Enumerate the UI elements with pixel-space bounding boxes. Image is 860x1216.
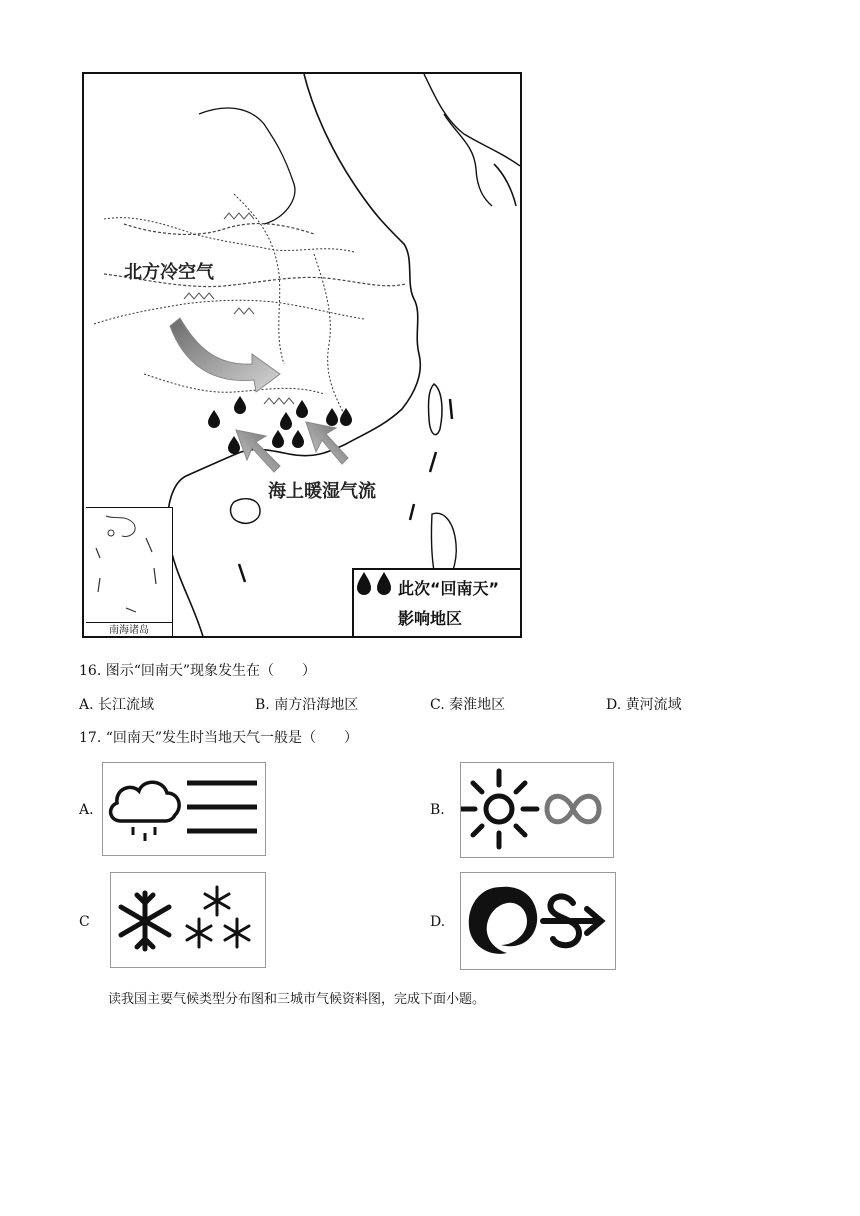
inset-map [86,508,172,623]
dash-line-3 [410,504,414,520]
question-16-option-d[interactable]: D. 黄河流域 [606,697,682,713]
cloud-rain-icon [111,782,180,841]
heavy-snow-icon [121,893,169,949]
warm-air-arrow-right [306,422,348,464]
inner-border-2 [104,218,354,252]
question-17-option-a-image[interactable] [102,762,266,856]
haze-icon [547,796,599,822]
fog-icon [187,783,257,831]
inner-border-1 [199,108,295,224]
raindrop-icon [354,570,394,600]
korea-peninsula [444,114,492,206]
taiwan-island [429,384,442,435]
japan-island [494,164,516,206]
raindrop-icon [292,430,304,448]
question-16-option-b[interactable]: B. 南方沿海地区 [255,697,359,713]
question-16-option-c[interactable]: C. 秦淮地区 [430,697,506,713]
mountain-2 [184,293,214,299]
question-17-option-a-letter[interactable]: A. [79,802,94,818]
legend-text-line2: 影响地区 [398,609,463,628]
question-17-option-c-image[interactable] [110,872,266,968]
question-17-option-b-image[interactable] [460,762,614,858]
raindrop-icon [208,410,220,428]
dash-line-1 [450,399,452,419]
raindrop-icon [272,430,284,448]
hainan-island [231,499,260,524]
question-17-option-d-letter[interactable]: D. [430,914,446,930]
river-2 [124,224,314,235]
question-17-option-d-image[interactable] [460,872,616,970]
map-legend [352,568,520,636]
question-16-stem: 16. 图示“回南天”现象发生在（ ） [79,663,317,679]
dash-line-2 [430,452,436,472]
mountain-4 [264,398,294,404]
question-17-option-b-letter[interactable]: B. [430,802,445,818]
inset-label: 南海诸岛 [86,622,172,638]
raindrop-icon [296,400,308,418]
cold-air-arrow [170,318,280,392]
sea-warm-air-label: 海上暖湿气流 [268,481,376,502]
dash-line-4 [239,564,245,582]
legend-text-line1: 此次“回南天” [398,579,500,598]
next-section-intro: 读我国主要气候类型分布图和三城市气候资料图，完成下面小题。 [108,992,486,1007]
inner-border-3 [94,300,364,324]
question-16-option-a[interactable]: A. 长江流域 [79,697,155,713]
raindrop-icon [326,408,338,426]
question-17-option-c-letter[interactable]: C [79,914,90,930]
question-17-stem: 17. “回南天”发生时当地天气一般是（ ） [79,730,359,746]
raindrop-icon [234,396,246,414]
north-cold-air-label: 北方冷空气 [124,262,214,283]
light-snow-icon [187,887,249,947]
mountain-3 [234,308,254,314]
sandstorm-icon [543,896,601,945]
raindrop-icon [228,436,240,454]
sun-icon [461,771,537,847]
typhoon-icon [469,887,537,954]
mountain-1 [224,213,254,219]
map-figure [82,72,522,638]
raindrop-icon [280,412,292,430]
south-china-sea-inset [86,507,173,638]
